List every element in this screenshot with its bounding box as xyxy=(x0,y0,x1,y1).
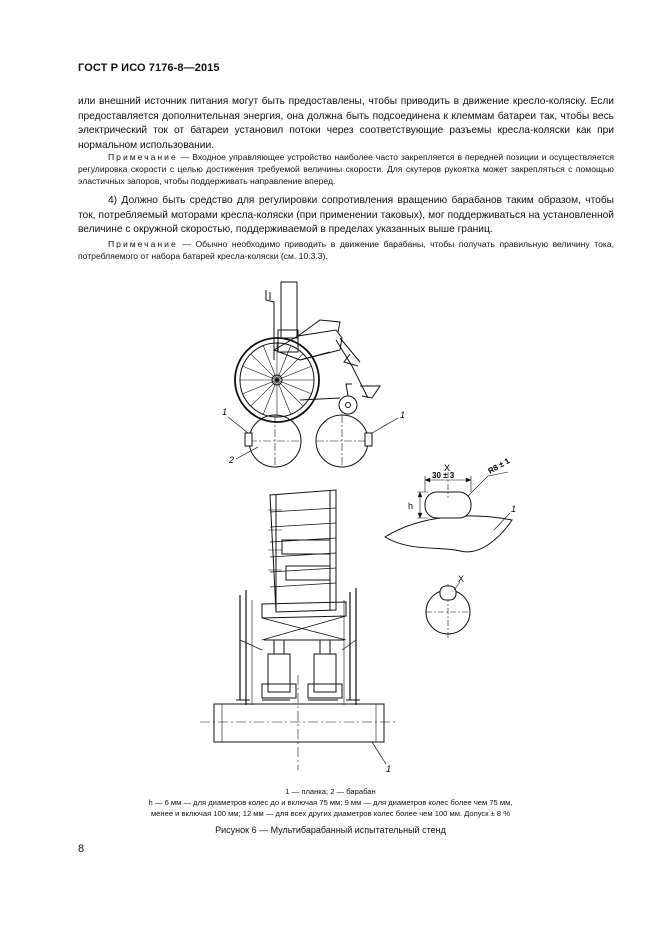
detail-x-circle-label: X xyxy=(458,574,465,584)
dimension-radius: R8 ± 1 xyxy=(486,456,512,476)
figure-legend-line-2: h — 6 мм — для диаметров колес до и включая 75 мм; 9 мм — для диаметров колес более чем 75 мм, xyxy=(148,798,513,807)
note-text: — Входное управляющее устройство наиболее часто закрепляется в передней позиции и осуществляется регулировка скорости с целью достижения требуемой величины скорости. Для скутеров рукоятка может закрепляться с помощью эластичных запоров, чтобы поддерживать направление вперед. xyxy=(78,152,614,186)
label-1-right: 1 xyxy=(400,410,406,420)
paragraph-power-source: или внешний источник питания могут быть предоставлены, чтобы приводить в движение кресло-коляску. Если предоставляется дополнительная энергия, она должна быть подсоединена к клеммам батареи так, чтобы весь электрический ток от батареи установил потоки через соответствующие разъемы кресла-коляски как при нормальном использовании. xyxy=(78,96,614,151)
drums-side-view xyxy=(228,415,398,467)
wheelchair-side-view xyxy=(235,282,380,422)
detail-label-1: 1 xyxy=(511,504,517,514)
page-number: 8 xyxy=(78,843,85,855)
note-input-device xyxy=(78,151,614,187)
note-text: — Обычно необходимо приводить в движение барабаны, чтобы получать правильную величину тока, потребляемого от набора батарей кресла-коляски (см. 10.3.3). xyxy=(78,239,614,261)
wheelchair-rear-view xyxy=(236,490,360,705)
dimension-h: h xyxy=(408,501,414,511)
label-1-bottom: 1 xyxy=(386,764,392,774)
figure-legend-line-3: менее и включая 100 мм; 12 мм — для всех других диаметров колес более чем 100 мм. Допуск ± 8 % xyxy=(150,809,511,818)
figure-caption: Рисунок 6 — Мультибарабанный испытательный стенд xyxy=(215,825,446,835)
note-label: Примечание xyxy=(108,152,178,162)
figure-6-drawing xyxy=(0,270,661,780)
note-label: Примечание xyxy=(108,239,178,249)
paragraph-drum-resistance: 4) Должно быть средство для регулировки сопротивления вращению барабанов таким образом, чтобы ток, потребляемый моторами кресла-коляски (при применении таковых), мог поддерживаться на установленной величине с окружной скоростью, поддерживаемой в пределах указанных выше границ. xyxy=(78,195,614,236)
label-1-left: 1 xyxy=(222,407,228,417)
note-drum-drive xyxy=(78,238,614,262)
drum-rear-view xyxy=(200,675,398,770)
detail-x-circle xyxy=(426,582,470,640)
dimension-30: 30 ± 3 xyxy=(432,471,455,480)
detail-x-label: X xyxy=(444,463,451,473)
figure-legend-line-1: 1 — планка; 2 — барабан xyxy=(285,787,376,796)
label-2: 2 xyxy=(229,455,235,465)
detail-x-profile xyxy=(385,472,512,552)
document-header: ГОСТ Р ИСО 7176-8—2015 xyxy=(78,62,220,74)
